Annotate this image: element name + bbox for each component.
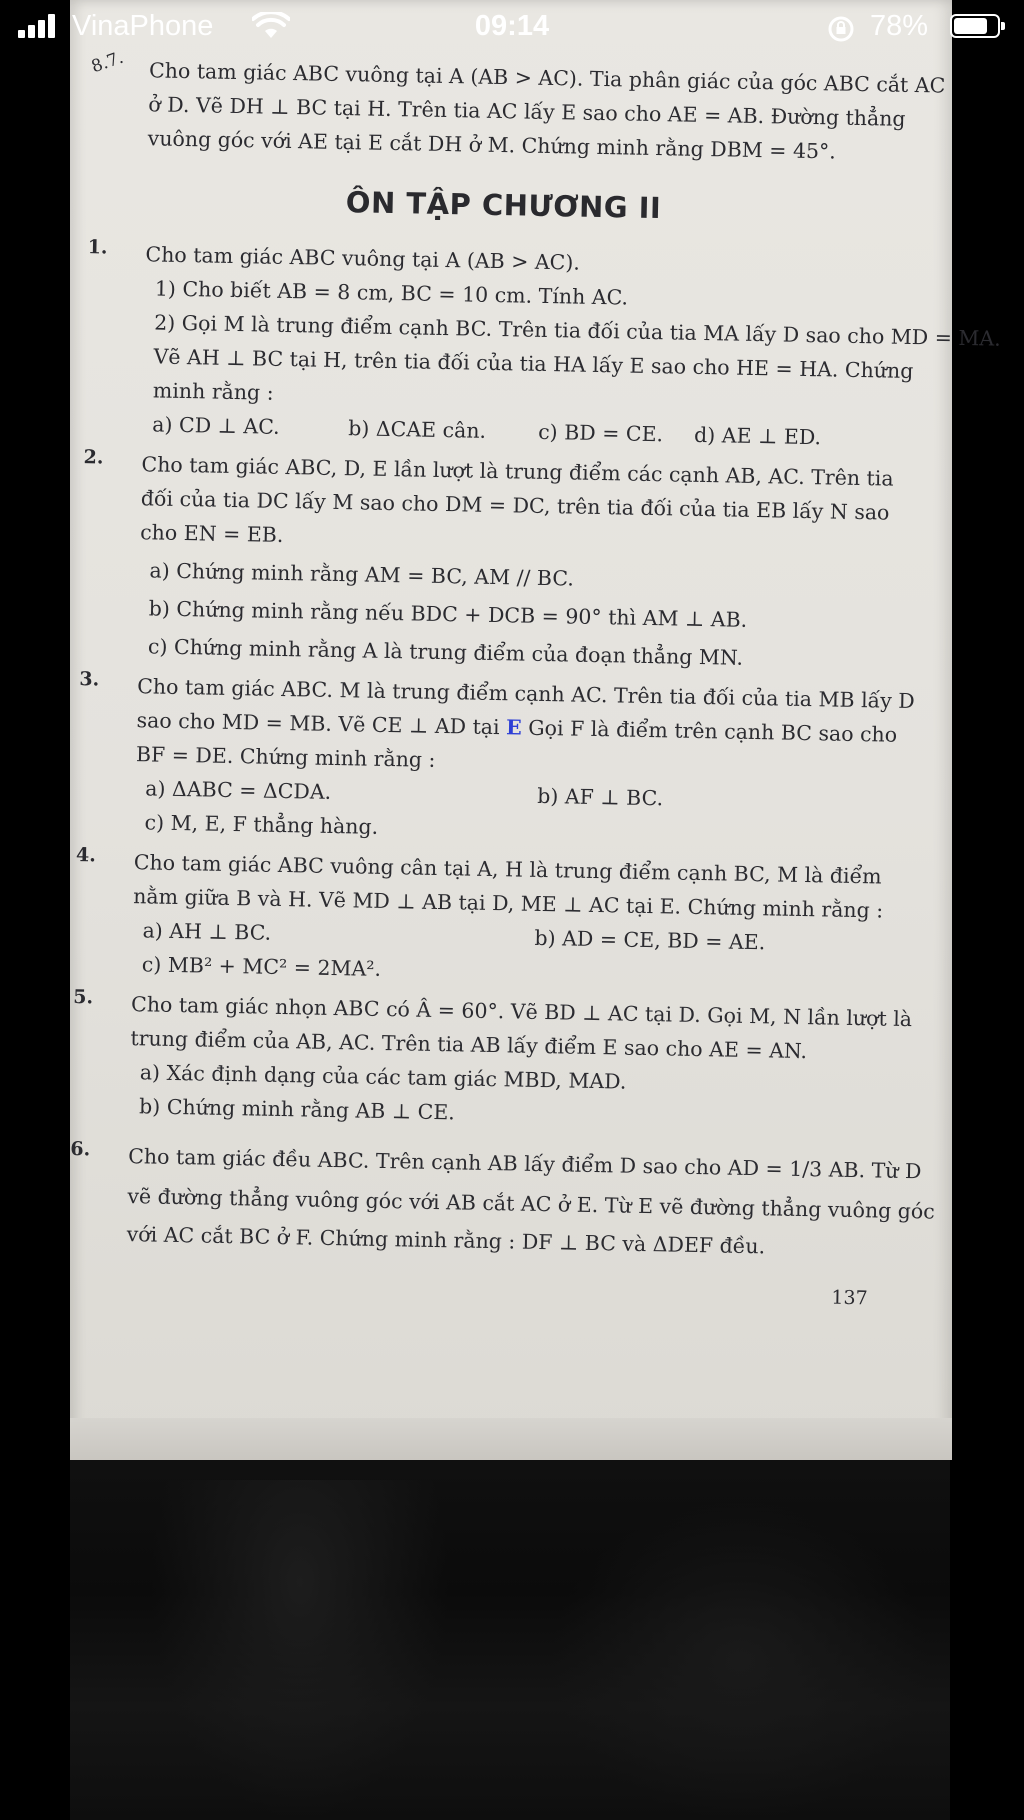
exercise-1 bbox=[74, 236, 1001, 456]
part-c: c) MB² + MC² = 2MA². bbox=[141, 952, 382, 981]
exercise-3 bbox=[66, 668, 919, 854]
part-a: a) ΔABC = ΔCDA. bbox=[145, 776, 332, 804]
exercise-8-7 bbox=[79, 47, 946, 170]
text-line: vẽ đường thẳng vuông góc với AB cắt AC ở E. Từ E vẽ đường thẳng vuông góc bbox=[127, 1184, 935, 1224]
text-segment: Gọi F là điểm trên cạnh BC sao cho bbox=[528, 715, 898, 747]
exercise-4 bbox=[64, 844, 916, 996]
text-line: Cho tam giác ABC. M là trung điểm cạnh AC. Trên tia đối của tia MB lấy D bbox=[137, 674, 915, 714]
part-b: b) AD = CE, BD = AE. bbox=[534, 925, 766, 955]
part-c: c) BD = CE. bbox=[537, 419, 664, 447]
exercise-number: 6. bbox=[70, 1137, 91, 1161]
clock: 09:14 bbox=[474, 10, 550, 42]
text-line: a) Chứng minh rằng AM = BC, AM // BC. bbox=[149, 558, 575, 591]
text-line: cho EN = EB. bbox=[139, 520, 284, 547]
exercise-number: 3. bbox=[79, 668, 100, 691]
text-line: Cho tam giác ABC vuông tại A (AB > AC). Tia phân giác của góc ABC cắt AC bbox=[148, 58, 946, 98]
exercise-6 bbox=[58, 1137, 935, 1266]
text-line: b) Chứng minh rằng AB ⊥ CE. bbox=[138, 1094, 456, 1125]
part-b: b) AF ⊥ BC. bbox=[536, 783, 664, 811]
text-line: trung điểm của AB, AC. Trên tia AB lấy điểm E sao cho AE = AN. bbox=[130, 1026, 808, 1064]
page-number: 137 bbox=[831, 1286, 868, 1310]
part-a: a) AH ⊥ BC. bbox=[142, 918, 272, 945]
text-line: vuông góc với AE tại E cắt DH ở M. Chứng minh rằng DBM = 45°. bbox=[147, 126, 837, 164]
exercise-number: 4. bbox=[75, 844, 97, 867]
text-line: ở D. Vẽ DH ⊥ BC tại H. Trên tia AC lấy E sao cho AE = AB. Đường thẳng bbox=[148, 92, 906, 131]
part-c: c) M, E, F thẳng hàng. bbox=[144, 810, 379, 839]
text-line: minh rằng : bbox=[152, 378, 274, 405]
text-line: nằm giữa B và H. Vẽ MD ⊥ AB tại D, ME ⊥ AC tại E. Chứng minh rằng : bbox=[132, 884, 884, 923]
exercise-5 bbox=[61, 986, 913, 1138]
battery-icon bbox=[950, 14, 1000, 38]
page-edge bbox=[70, 1418, 952, 1460]
handwritten-mark: E bbox=[505, 715, 523, 740]
exercise-number: 2. bbox=[83, 446, 104, 469]
exercise-number: 5. bbox=[73, 986, 94, 1009]
text-line: BF = DE. Chứng minh rằng : bbox=[135, 742, 436, 772]
chapter-heading: ÔN TẬP CHƯƠNG II bbox=[345, 185, 662, 226]
battery-level bbox=[954, 18, 987, 34]
text-segment: sao cho MD = MB. Vẽ CE ⊥ AD tại bbox=[136, 708, 500, 740]
battery-percent: 78% bbox=[870, 10, 929, 42]
part-a: a) CD ⊥ AC. bbox=[152, 412, 280, 439]
text-line: Cho tam giác ABC vuông cân tại A, H là trung điểm cạnh BC, M là điểm bbox=[133, 850, 882, 889]
text-line: 1) Cho biết AB = 8 cm, BC = 10 cm. Tính AC. bbox=[154, 276, 629, 310]
text-line: b) Chứng minh rằng nếu BDC + DCB = 90° thì AM ⊥ AB. bbox=[148, 596, 748, 632]
page-content bbox=[57, 22, 1001, 1326]
dark-background bbox=[70, 1440, 950, 1820]
text-line: với AC cắt BC ở F. Chứng minh rằng : DF ⊥ BC và ΔDEF đều. bbox=[126, 1222, 766, 1259]
carrier-name: VinaPhone bbox=[72, 10, 214, 42]
text-line: a) Xác định dạng của các tam giác MBD, MAD. bbox=[139, 1060, 627, 1094]
text-line: Cho tam giác ABC, D, E lần lượt là trung điểm các cạnh AB, AC. Trên tia bbox=[141, 452, 894, 491]
status-bar bbox=[0, 0, 1024, 56]
exercise-number: 1. bbox=[87, 236, 108, 259]
exercise-2 bbox=[70, 446, 924, 678]
text-line: Cho tam giác đều ABC. Trên cạnh AB lấy điểm D sao cho AD = 1/3 AB. Từ D bbox=[128, 1144, 922, 1184]
part-d: d) AE ⊥ ED. bbox=[693, 422, 822, 450]
part-b: b) ΔCAE cân. bbox=[348, 416, 487, 443]
text-line: c) Chứng minh rằng A là trung điểm của đoạn thẳng MN. bbox=[147, 634, 744, 670]
text-line: 2) Gọi M là trung điểm cạnh BC. Trên tia đối của tia MA lấy D sao cho MD = MA. bbox=[154, 310, 1001, 351]
exercise-number: 8.7. bbox=[88, 47, 127, 78]
text-line: Vẽ AH ⊥ BC tại H, trên tia đối của tia HA lấy E sao cho HE = HA. Chứng bbox=[153, 344, 914, 384]
text-line: Cho tam giác ABC vuông tại A (AB > AC). bbox=[145, 242, 581, 275]
text-line: Cho tam giác nhọn ABC có Â = 60°. Vẽ BD ⊥ AC tại D. Gọi M, N lần lượt là bbox=[130, 992, 913, 1032]
text-line: đối của tia DC lấy M sao cho DM = DC, trên tia đối của tia EB lấy N sao bbox=[140, 486, 890, 525]
rotation-lock-icon bbox=[826, 14, 856, 49]
